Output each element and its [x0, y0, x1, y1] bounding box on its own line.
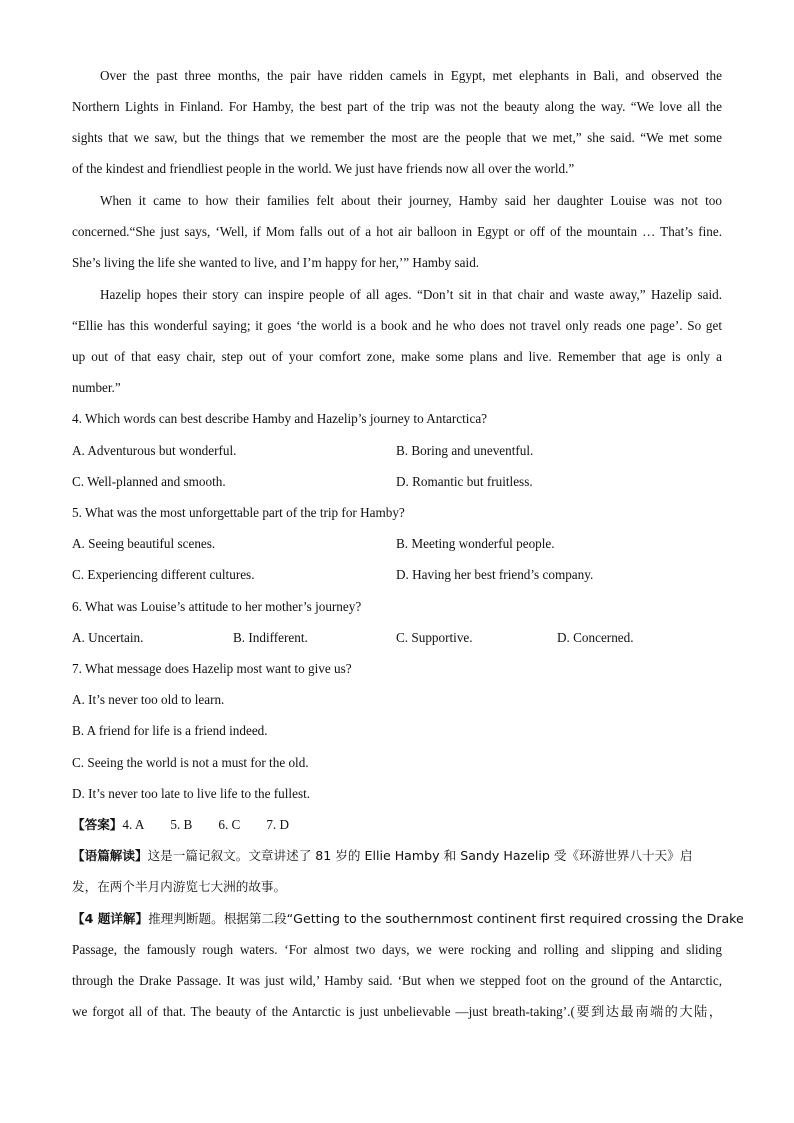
detail-line — [72, 910, 744, 928]
answer-item: 4. A — [122, 817, 145, 832]
option-a: A. Seeing beautiful scenes. — [72, 536, 216, 551]
analysis-line: 发，在两个半月内游览七大洲的故事。 — [72, 879, 287, 894]
passage-line: Hazelip hopes their story can inspire people of all ages. “Don’t sit in that chair and waste away,” Hazelip said. — [100, 287, 722, 302]
passage-line: sights that we saw, but the things that we remember the most are the people that we met,” she said. “We met some — [72, 130, 722, 145]
passage-line: of the kindest and friendliest people in the world. We just have friends now all over the world.” — [72, 161, 575, 176]
option-b: B. Meeting wonderful people. — [396, 536, 555, 551]
question-stem: 5. What was the most unforgettable part of the trip for Hamby? — [72, 505, 405, 520]
option-d: D. Romantic but fruitless. — [396, 474, 533, 489]
passage-line: “Ellie has this wonderful saying; it goes ‘the world is a book and he who does not travel only reads one page’. So get — [72, 318, 722, 333]
option-c: C. Experiencing different cultures. — [72, 567, 255, 582]
detail-line: we forgot all of that. The beauty of the Antarctic is just unbelievable —just breath-taking’.(要到达最南端的大陆， — [72, 1004, 722, 1019]
analysis-text: 这是一篇记叙文。文章讲述了 81 岁的 Ellie Hamby 和 Sandy Hazelip 受《环游世界八十天》启 — [147, 848, 693, 863]
option-c: C. Supportive. — [396, 630, 473, 645]
passage-line: Over the past three months, the pair have ridden camels in Egypt, met elephants in Bali, and observed the — [100, 68, 722, 83]
question-stem: 4. Which words can best describe Hamby and Hazelip’s journey to Antarctica? — [72, 411, 488, 426]
option-c: C. Seeing the world is not a must for the old. — [72, 755, 309, 770]
option-b: B. Indifferent. — [233, 630, 308, 645]
answer-tag: 【答案】 — [72, 817, 123, 832]
question-stem: 6. What was Louise’s attitude to her mother’s journey? — [72, 599, 362, 614]
detail-line: Passage, the famously rough waters. ‘For almost two days, we were rocking and rolling and slipping and sliding — [72, 942, 722, 957]
analysis-tag: 【语篇解读】 — [72, 848, 148, 863]
passage-line: She’s living the life she wanted to live, and I’m happy for her,’” Hamby said. — [72, 255, 480, 270]
question-stem: 7. What message does Hazelip most want to give us? — [72, 661, 352, 676]
option-d: D. It’s never too late to live life to the fullest. — [72, 786, 311, 801]
passage-line: up out of that easy chair, step out of your comfort zone, make some plans and live. Remember that age is only a — [72, 349, 722, 364]
answer-item: 7. D — [266, 817, 290, 832]
answer-item: 6. C — [218, 817, 241, 832]
analysis-line — [72, 847, 722, 865]
option-c: C. Well-planned and smooth. — [72, 474, 226, 489]
detail-text: 推理判断题。根据第二段“Getting to the southernmost continent first required crossing the Drake — [148, 911, 744, 926]
detail-tag: 【4 题详解】 — [72, 911, 149, 926]
answer-item: 5. B — [170, 817, 193, 832]
option-a: A. It’s never too old to learn. — [72, 692, 225, 707]
option-a: A. Adventurous but wonderful. — [72, 443, 237, 458]
option-b: B. A friend for life is a friend indeed. — [72, 723, 268, 738]
answer-line — [72, 816, 722, 834]
passage-line: number.” — [72, 380, 121, 395]
option-b: B. Boring and uneventful. — [396, 443, 534, 458]
detail-line: through the Drake Passage. It was just wild,’ Hamby said. ‘But when we stepped foot on the ground of the Antarctic, — [72, 973, 722, 988]
option-d: D. Having her best friend’s company. — [396, 567, 594, 582]
option-d: D. Concerned. — [557, 630, 634, 645]
passage-line: When it came to how their families felt about their journey, Hamby said her daughter Louise was not too — [100, 193, 722, 208]
option-a: A. Uncertain. — [72, 630, 144, 645]
passage-line: Northern Lights in Finland. For Hamby, the best part of the trip was not the beauty along the way. “We love all the — [72, 99, 722, 114]
passage-line: concerned.“She just says, ‘Well, if Mom falls out of a hot air balloon in Egypt or off of the mountain … That’s fine. — [72, 224, 722, 239]
